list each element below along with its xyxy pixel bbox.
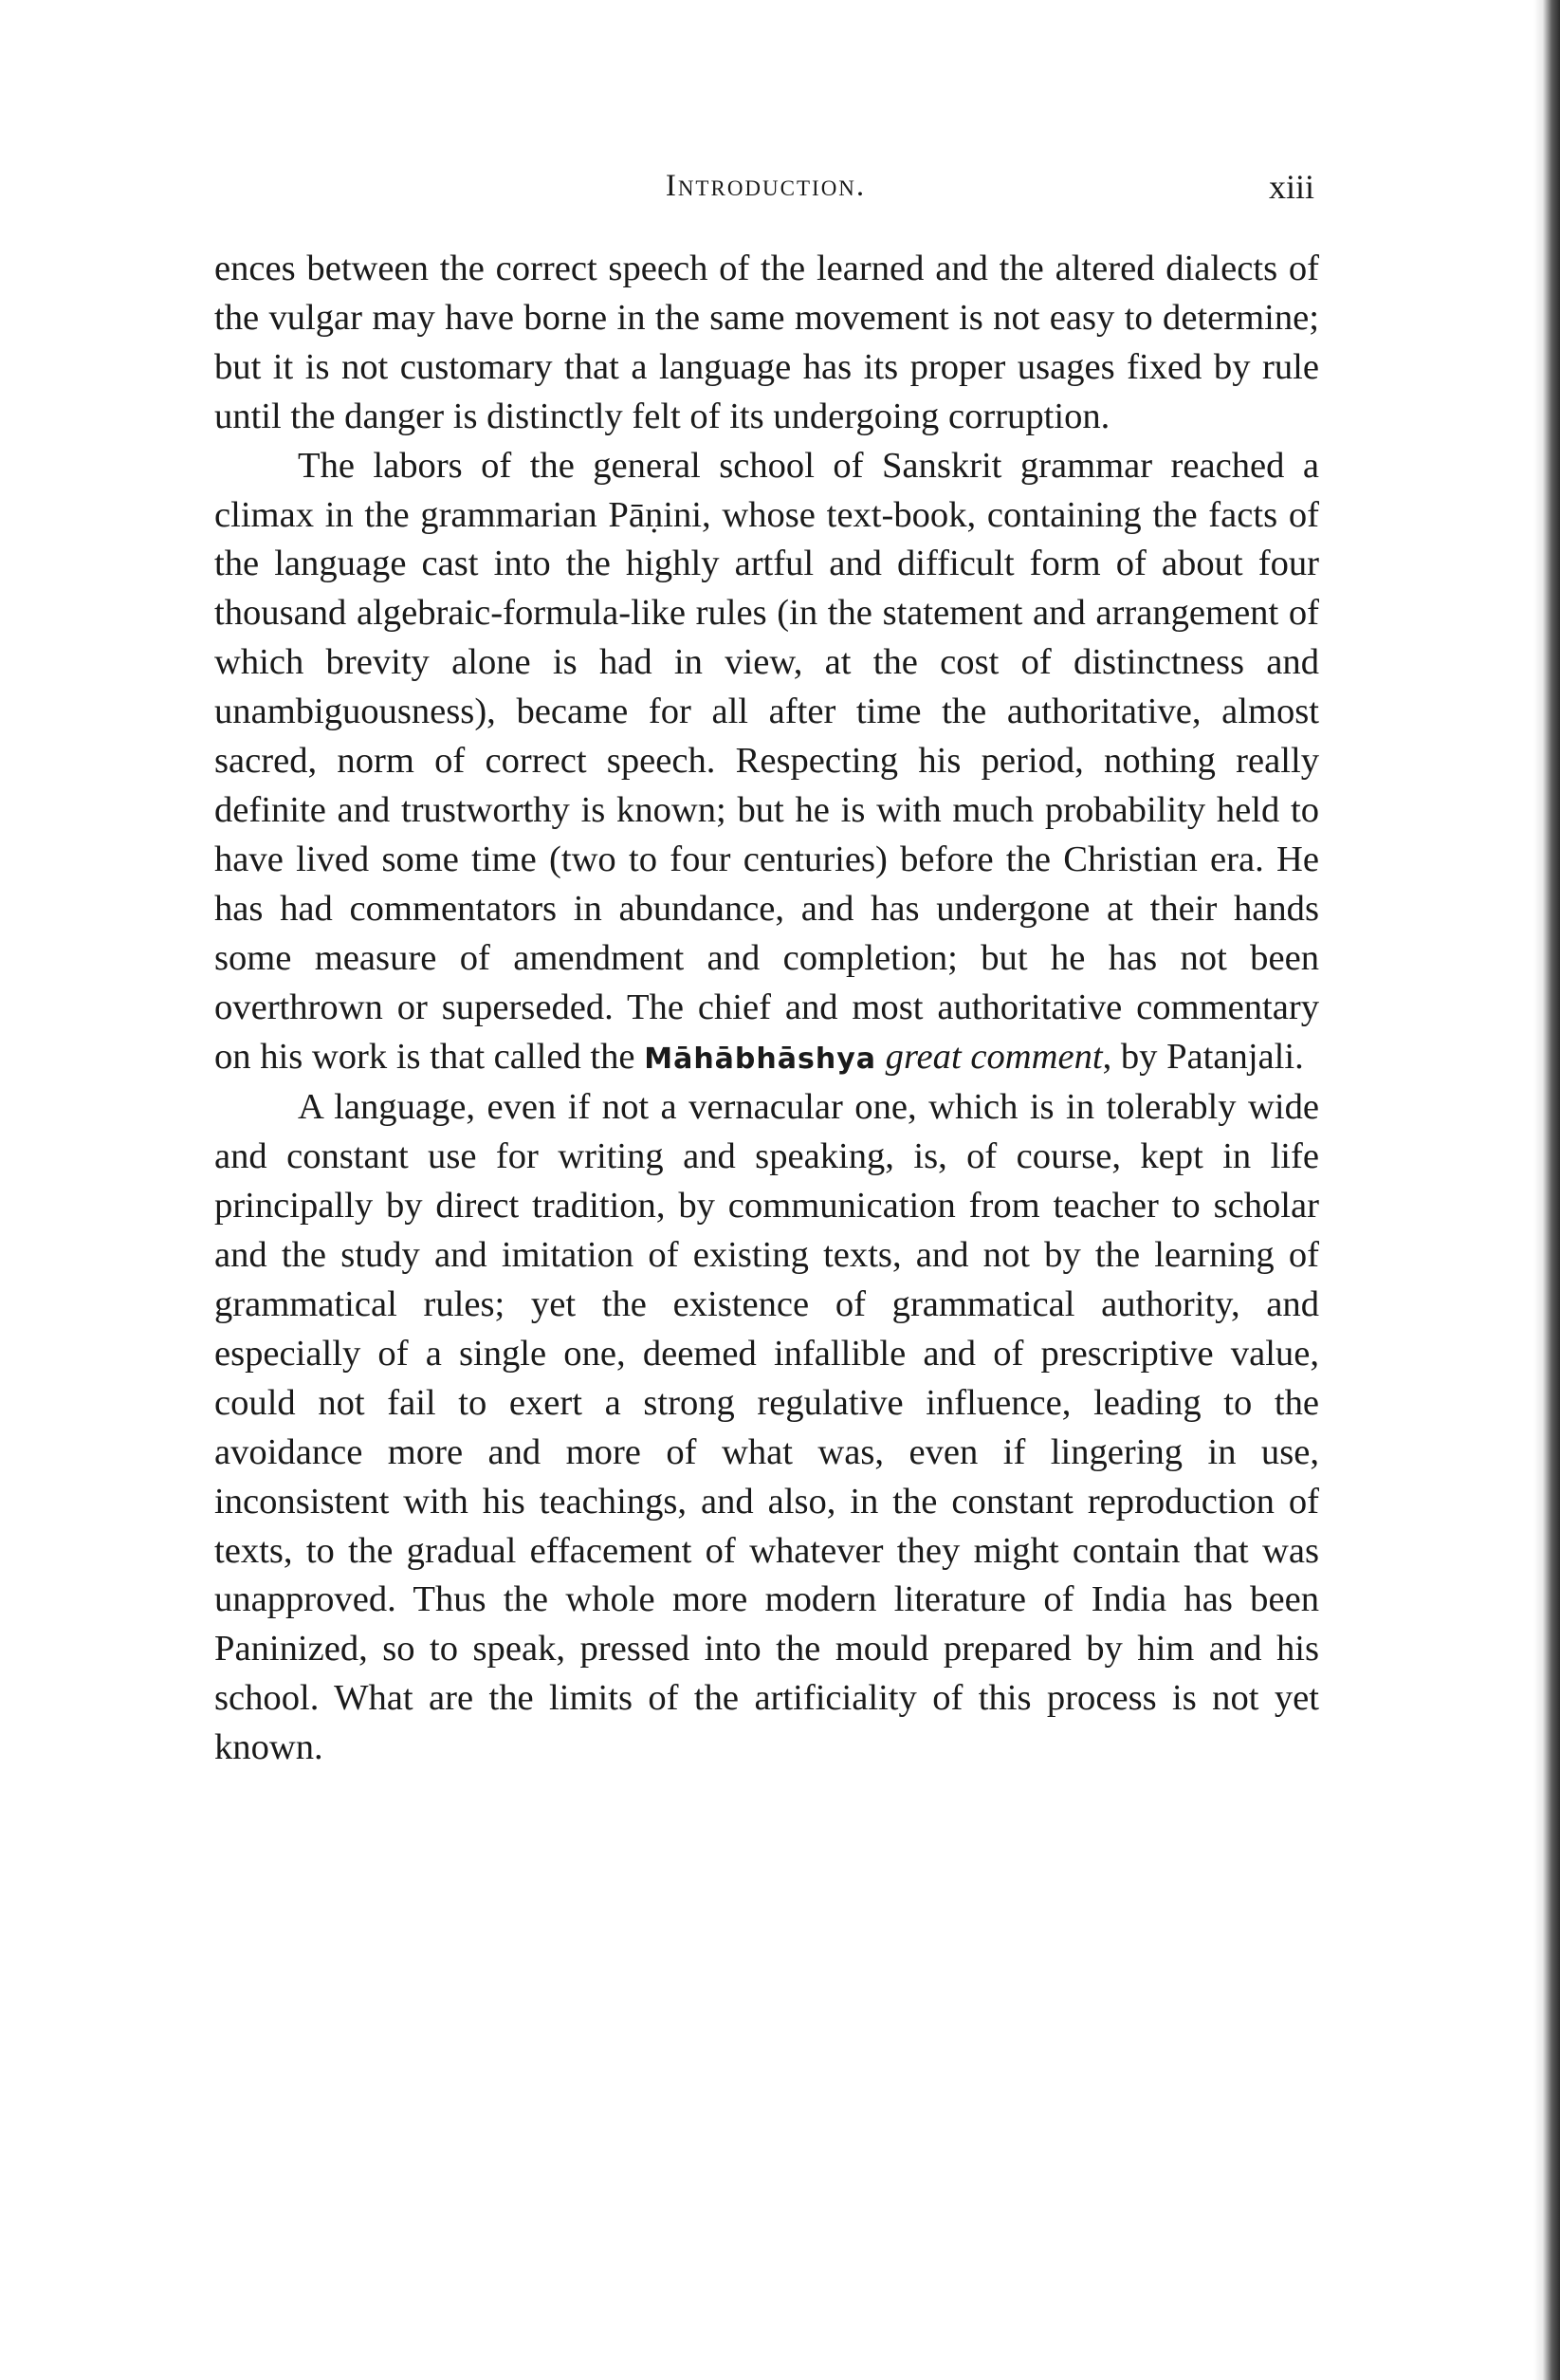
paragraph-2 [214,442,1319,1084]
mahabhashya-term: Māhābhāshya [644,1042,877,1076]
paragraph-1: ences between the correct speech of the learned and the altered dialects of the vulgar may have borne in the same movement is not easy to determine; but it is not customary that a language has its proper usages fixed by rule until the danger is distinctly felt of its undergoing corruption. [214,249,1319,436]
page-number: xiii [1268,168,1314,206]
paragraph-2-ending: , by Patanjali. [1102,1036,1304,1077]
term-gloss: great comment [885,1036,1103,1077]
paragraph-3: A language, even if not a vernacular one, which is in tolerably wide and constant use for writing and speaking, is, of course, kept in life principally by direct tradition, by communication from teacher to scholar and the study and imitation of existing texts, and not by the learning of grammatical rules; yet the existence of grammatical authority, and especially of a single one, deemed infallible and of prescriptive value, could not fail to exert a strong regulative influence, leading to the avoidance more and more of what was, even if lingering in use, inconsistent with his teachings, and also, in the constant reproduction of texts, to the gradual effacement of whatever they might contain that was unapproved. Thus the whole more modern literature of India has been Paninized, so to speak, pressed into the mould prepared by him and his school. What are the limits of the artificiality of this process is not yet known. [214,1087,1319,1768]
paragraph-2-text: The labors of the general school of Sanskrit grammar reached a climax in the grammarian Pāṇini, whose text-book, containing the facts of the language cast into the highly artful and difficult form of about four thousand algebraic-formula-like rules (in the statement and arrangement of which brevity alone is had in view, at the cost of distinctness and unambiguousness), became for all after time the authoritative, almost sacred, norm of correct speech. Respecting his period, nothing really definite and trustworthy is known; but he is with much probability held to have lived some time (two to four centuries) before the Christian era. He has had commentators in abundance, and has undergone at their hands some measure of amendment and completion; but he has not been overthrown or superseded. The chief and most authoritative commentary on his work is that called the [214,445,1319,1077]
body-text [214,245,1319,1773]
chapter-title: Introduction. [665,169,867,203]
page-edge-shadow [1533,0,1560,2380]
running-head [213,161,1318,218]
